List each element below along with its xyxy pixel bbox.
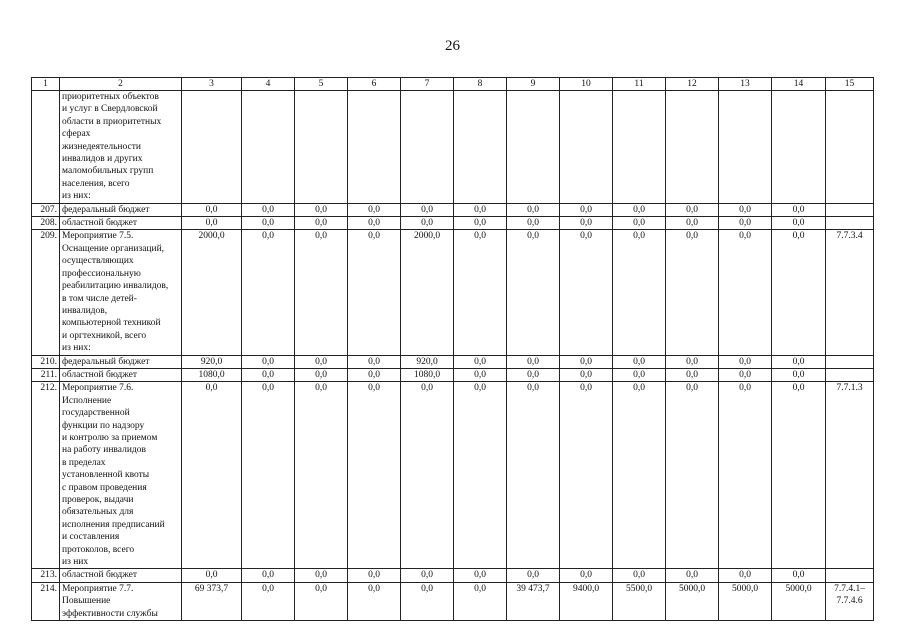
value-cell [666, 91, 719, 204]
value-cell: 0,0 [719, 355, 772, 368]
column-header: 3 [182, 78, 242, 91]
description-line: населения, всего [62, 178, 130, 189]
page-number: 26 [445, 38, 460, 54]
value-cell: 0,0 [719, 368, 772, 381]
value-cell: 0,0 [666, 230, 719, 355]
value-cell: 0,0 [613, 368, 666, 381]
row-number: 213. [32, 569, 60, 582]
row-description [60, 230, 182, 355]
value-cell: 920,0 [401, 355, 454, 368]
value-cell: 0,0 [242, 230, 295, 355]
value-cell [719, 91, 772, 204]
value-cell: 2000,0 [401, 230, 454, 355]
row-number: 211. [32, 368, 60, 381]
value-cell: 9400,0 [560, 582, 613, 620]
description-line: и контролю за приемом [62, 432, 158, 443]
description-line: инвалидов, [62, 305, 108, 316]
value-cell: 0,0 [295, 569, 348, 582]
value-cell: 0,0 [454, 569, 507, 582]
value-cell: 0,0 [295, 203, 348, 216]
row-description [60, 91, 182, 204]
description-line: на работу инвалидов [62, 445, 146, 456]
value-cell: 0,0 [719, 217, 772, 230]
value-cell: 0,0 [560, 569, 613, 582]
value-cell: 0,0 [454, 368, 507, 381]
row-number [32, 91, 60, 204]
value-cell: 0,0 [295, 582, 348, 620]
column-header: 13 [719, 78, 772, 91]
description-line: проверок, выдачи [62, 495, 134, 505]
value-cell: 0,0 [454, 203, 507, 216]
description-line: Мероприятие 7.7. [62, 583, 134, 594]
value-cell [242, 91, 295, 204]
value-cell: 0,0 [348, 569, 401, 582]
value-cell: 0,0 [242, 368, 295, 381]
description-line: компьютерной техникой [62, 318, 161, 329]
value-cell: 0,0 [772, 355, 826, 368]
column-header: 6 [348, 78, 401, 91]
table-body [32, 91, 874, 621]
target-code [826, 91, 874, 204]
value-cell: 0,0 [560, 217, 613, 230]
value-cell: 0,0 [666, 368, 719, 381]
description-line: государственной [62, 408, 130, 419]
code-line: 7.7.4.1– [834, 583, 865, 594]
value-cell: 0,0 [666, 569, 719, 582]
row-description [60, 217, 182, 230]
table-row [32, 368, 874, 381]
row-number: 209. [32, 230, 60, 355]
table-row [32, 382, 874, 569]
value-cell: 0,0 [348, 382, 401, 569]
value-cell: 0,0 [719, 569, 772, 582]
description-line: и услуг в Свердловской [62, 104, 158, 115]
value-cell: 0,0 [295, 217, 348, 230]
description-line: областной бюджет [62, 218, 138, 229]
value-cell: 0,0 [401, 203, 454, 216]
description-line: из них: [62, 191, 91, 202]
value-cell: 0,0 [242, 582, 295, 620]
table-row [32, 355, 874, 368]
value-cell: 69 373,7 [182, 582, 242, 620]
value-cell: 0,0 [772, 569, 826, 582]
target-code [826, 569, 874, 582]
description-line: федеральный бюджет [62, 204, 150, 215]
value-cell: 0,0 [454, 230, 507, 355]
value-cell: 0,0 [295, 230, 348, 355]
value-cell: 0,0 [295, 368, 348, 381]
target-code [826, 217, 874, 230]
column-header: 2 [60, 78, 182, 91]
value-cell: 0,0 [772, 217, 826, 230]
row-number: 210. [32, 355, 60, 368]
value-cell: 0,0 [719, 382, 772, 569]
target-code [826, 368, 874, 381]
column-header: 12 [666, 78, 719, 91]
description-line: обязательных для [62, 507, 134, 518]
table-row [32, 230, 874, 355]
column-header: 15 [826, 78, 874, 91]
description-line: функции по надзору [62, 420, 145, 431]
row-number: 214. [32, 582, 60, 620]
value-cell: 0,0 [401, 382, 454, 569]
value-cell: 0,0 [560, 355, 613, 368]
value-cell [772, 91, 826, 204]
row-description [60, 355, 182, 368]
description-line: области в приоритетных [62, 116, 162, 127]
value-cell: 0,0 [454, 355, 507, 368]
value-cell [613, 91, 666, 204]
value-cell: 0,0 [560, 382, 613, 569]
description-line: в том числе детей- [62, 293, 137, 304]
table-row [32, 91, 874, 204]
value-cell: 0,0 [242, 355, 295, 368]
value-cell: 0,0 [507, 368, 560, 381]
value-cell: 0,0 [560, 368, 613, 381]
value-cell [348, 91, 401, 204]
code-line: 7.7.4.6 [836, 596, 863, 607]
table-row [32, 569, 874, 582]
description-line: и составления [62, 532, 120, 543]
description-line: эффективности службы [62, 608, 158, 619]
code-line: 7.7.1.3 [836, 383, 863, 394]
value-cell: 0,0 [507, 382, 560, 569]
table-row [32, 582, 874, 620]
description-line: Исполнение [62, 395, 112, 406]
value-cell: 0,0 [454, 217, 507, 230]
value-cell: 0,0 [348, 203, 401, 216]
value-cell: 0,0 [613, 217, 666, 230]
value-cell: 2000,0 [182, 230, 242, 355]
description-line: Мероприятие 7.5. [62, 231, 134, 242]
value-cell: 0,0 [507, 569, 560, 582]
column-header: 9 [507, 78, 560, 91]
value-cell: 0,0 [454, 382, 507, 569]
value-cell: 0,0 [507, 203, 560, 216]
value-cell: 0,0 [348, 230, 401, 355]
description-line: Мероприятие 7.6. [62, 383, 134, 394]
description-line: Оснащение организаций, [62, 243, 165, 254]
value-cell: 0,0 [401, 569, 454, 582]
description-line: Повышение [62, 596, 111, 607]
description-line: маломобильных групп [62, 166, 154, 177]
value-cell: 0,0 [613, 230, 666, 355]
value-cell: 5000,0 [666, 582, 719, 620]
value-cell: 5000,0 [719, 582, 772, 620]
description-line: протоколов, всего [62, 544, 135, 555]
value-cell: 0,0 [507, 355, 560, 368]
row-description [60, 368, 182, 381]
value-cell: 0,0 [772, 203, 826, 216]
value-cell: 0,0 [772, 368, 826, 381]
value-cell: 0,0 [507, 217, 560, 230]
description-line: областной бюджет [62, 369, 138, 380]
row-description [60, 203, 182, 216]
column-header: 14 [772, 78, 826, 91]
value-cell: 0,0 [348, 355, 401, 368]
column-header: 7 [401, 78, 454, 91]
description-line: исполнения предписаний [62, 519, 165, 530]
code-line: 7.7.3.4 [836, 231, 863, 242]
target-code [826, 355, 874, 368]
value-cell: 0,0 [666, 355, 719, 368]
value-cell: 0,0 [613, 355, 666, 368]
value-cell: 0,0 [182, 569, 242, 582]
value-cell: 0,0 [560, 203, 613, 216]
value-cell: 0,0 [772, 230, 826, 355]
value-cell: 0,0 [666, 203, 719, 216]
description-line: осуществляющих [62, 256, 134, 267]
row-number: 207. [32, 203, 60, 216]
description-line: инвалидов и других [62, 154, 143, 165]
value-cell: 0,0 [401, 217, 454, 230]
column-header: 11 [613, 78, 666, 91]
description-line: из них: [62, 343, 91, 354]
column-header: 1 [32, 78, 60, 91]
value-cell [295, 91, 348, 204]
value-cell [182, 91, 242, 204]
description-line: федеральный бюджет [62, 356, 150, 367]
value-cell: 0,0 [348, 217, 401, 230]
value-cell: 0,0 [454, 582, 507, 620]
value-cell: 0,0 [348, 368, 401, 381]
description-line: приоритетных объектов [62, 92, 159, 102]
value-cell: 0,0 [666, 382, 719, 569]
value-cell: 0,0 [560, 230, 613, 355]
target-code [826, 230, 874, 355]
value-cell: 0,0 [666, 217, 719, 230]
value-cell: 0,0 [295, 355, 348, 368]
value-cell: 5000,0 [772, 582, 826, 620]
row-description [60, 582, 182, 620]
row-number: 212. [32, 382, 60, 569]
description-line: установленной квоты [62, 470, 150, 481]
value-cell: 1080,0 [182, 368, 242, 381]
value-cell: 920,0 [182, 355, 242, 368]
description-line: сферах [62, 129, 91, 140]
value-cell: 39 473,7 [507, 582, 560, 620]
description-line: профессиональную [62, 268, 141, 279]
description-line: в пределах [62, 457, 106, 468]
value-cell [454, 91, 507, 204]
table-header-row [32, 78, 874, 91]
column-header: 10 [560, 78, 613, 91]
description-line: реабилитацию инвалидов, [62, 281, 169, 292]
value-cell: 0,0 [182, 203, 242, 216]
value-cell: 0,0 [719, 203, 772, 216]
value-cell: 0,0 [613, 203, 666, 216]
description-line: и оргтехникой, всего [62, 330, 147, 341]
row-description [60, 569, 182, 582]
value-cell [560, 91, 613, 204]
column-header: 5 [295, 78, 348, 91]
target-code [826, 203, 874, 216]
value-cell: 0,0 [242, 217, 295, 230]
description-line: с правом проведения [62, 482, 147, 493]
value-cell: 0,0 [295, 382, 348, 569]
table-row [32, 203, 874, 216]
row-number: 208. [32, 217, 60, 230]
description-line: из них [62, 557, 89, 568]
value-cell [401, 91, 454, 204]
value-cell: 0,0 [242, 382, 295, 569]
value-cell: 0,0 [242, 203, 295, 216]
value-cell: 0,0 [401, 582, 454, 620]
value-cell: 0,0 [507, 230, 560, 355]
target-code [826, 582, 874, 620]
value-cell: 0,0 [182, 382, 242, 569]
budget-table [31, 77, 874, 621]
value-cell: 0,0 [348, 582, 401, 620]
description-line: областной бюджет [62, 570, 138, 581]
table-row [32, 217, 874, 230]
value-cell: 0,0 [719, 230, 772, 355]
column-header: 8 [454, 78, 507, 91]
value-cell: 0,0 [772, 382, 826, 569]
value-cell: 0,0 [242, 569, 295, 582]
value-cell [507, 91, 560, 204]
value-cell: 0,0 [182, 217, 242, 230]
row-description [60, 382, 182, 569]
value-cell: 0,0 [613, 569, 666, 582]
value-cell: 5500,0 [613, 582, 666, 620]
description-line: жизнедеятельности [62, 141, 141, 152]
target-code [826, 382, 874, 569]
column-header: 4 [242, 78, 295, 91]
value-cell: 0,0 [613, 382, 666, 569]
value-cell: 1080,0 [401, 368, 454, 381]
